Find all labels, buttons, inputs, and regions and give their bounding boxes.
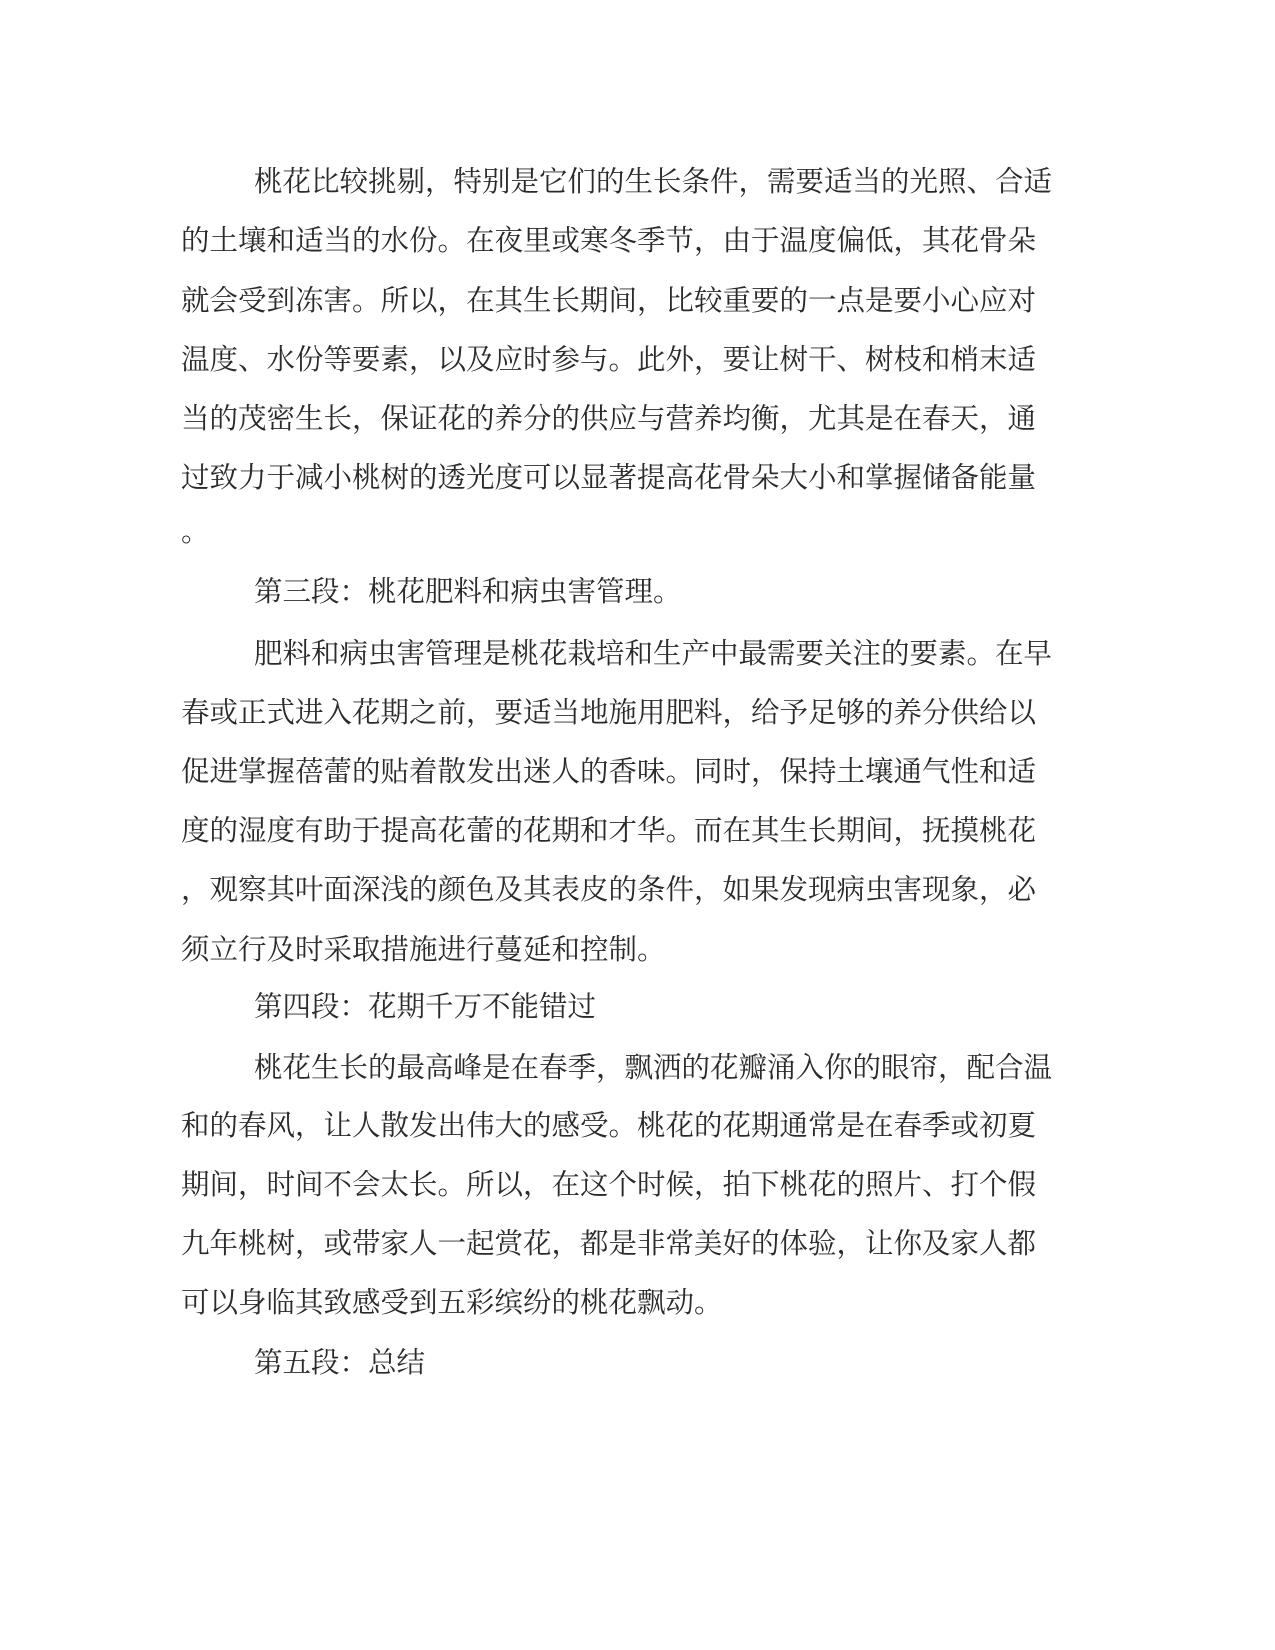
paragraph-line: 的土壤和适当的水份。在夜里或寒冬季节，由于温度偏低，其花骨朵 xyxy=(181,224,1037,257)
paragraph-line: 可以身临其致感受到五彩缤纷的桃花飘动。 xyxy=(181,1286,723,1319)
paragraph-line: ，观察其叶面深浅的颜色及其表皮的条件，如果发现病虫害现象，必 xyxy=(181,873,1037,906)
section-heading-5: 第五段：总结 xyxy=(254,1346,426,1379)
paragraph-line: 须立行及时采取措施进行蔓延和控制。 xyxy=(181,933,666,966)
paragraph-line: 温度、水份等要素，以及应时参与。此外，要让树干、树枝和梢末适 xyxy=(181,343,1037,376)
paragraph-line: 肥料和病虫害管理是桃花栽培和生产中最需要关注的要素。在早 xyxy=(254,637,1053,670)
paragraph-line: 和的春风，让人散发出伟大的感受。桃花的花期通常是在春季或初夏 xyxy=(181,1109,1037,1142)
paragraph-line: 。 xyxy=(181,515,210,548)
paragraph-line: 期间，时间不会太长。所以，在这个时候，拍下桃花的照片、打个假 xyxy=(181,1168,1037,1201)
paragraph-line: 度的湿度有助于提高花蕾的花期和才华。而在其生长期间，抚摸桃花 xyxy=(181,814,1037,847)
paragraph-line: 促进掌握蓓蕾的贴着散发出迷人的香味。同时，保持土壤通气性和适 xyxy=(181,755,1037,788)
paragraph-line: 桃花生长的最高峰是在春季，飘洒的花瓣涌入你的眼帘，配合温 xyxy=(254,1051,1053,1084)
section-heading-3: 第三段：桃花肥料和病虫害管理。 xyxy=(254,575,682,608)
paragraph-line: 桃花比较挑剔，特别是它们的生长条件，需要适当的光照、合适 xyxy=(254,165,1053,198)
paragraph-line: 过致力于减小桃树的透光度可以显著提高花骨朵大小和掌握储备能量 xyxy=(181,461,1037,494)
section-heading-4: 第四段：花期千万不能错过 xyxy=(254,990,597,1023)
paragraph-line: 当的茂密生长，保证花的养分的供应与营养均衡，尤其是在春天，通 xyxy=(181,402,1037,435)
paragraph-line: 九年桃树，或带家人一起赏花，都是非常美好的体验，让你及家人都 xyxy=(181,1227,1037,1260)
paragraph-line: 就会受到冻害。所以，在其生长期间，比较重要的一点是要小心应对 xyxy=(181,284,1037,317)
paragraph-line: 春或正式进入花期之前，要适当地施用肥料，给予足够的养分供给以 xyxy=(181,696,1037,729)
